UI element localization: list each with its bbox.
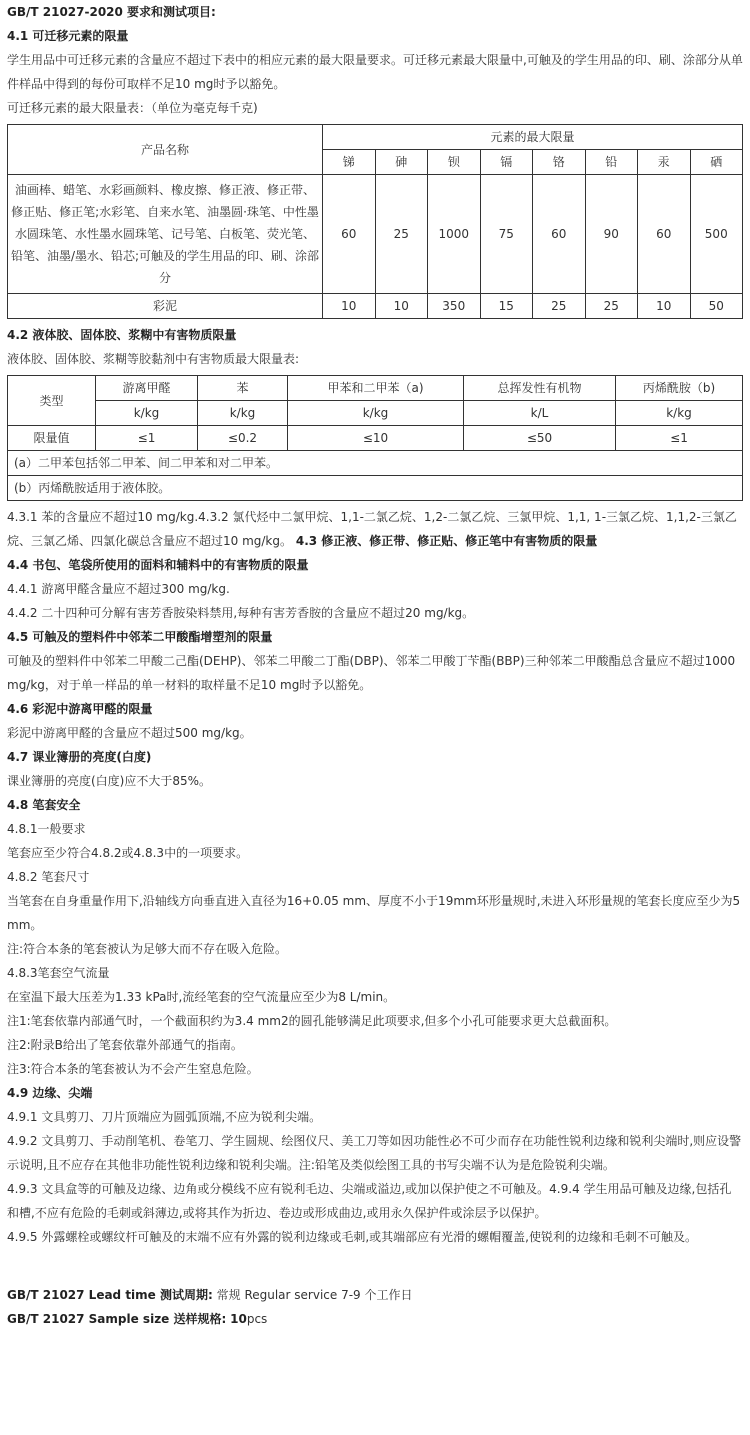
header-unit: k/kg bbox=[616, 401, 743, 426]
value-cell: 75 bbox=[480, 175, 533, 294]
header-unit: k/L bbox=[464, 401, 616, 426]
sample-size-number: 10 bbox=[230, 1312, 247, 1326]
header-substance: 甲苯和二甲苯（a) bbox=[288, 376, 464, 401]
sample-size-unit: pcs bbox=[246, 1312, 268, 1326]
value-cell: 25 bbox=[375, 175, 428, 294]
value-cell: 500 bbox=[690, 175, 743, 294]
header-substance: 丙烯酰胺（b) bbox=[616, 376, 743, 401]
value-cell: 25 bbox=[585, 294, 638, 319]
product-cell: 油画棒、蜡笔、水彩画颜料、橡皮擦、修正液、修正带、修正贴、修正笔;水彩笔、自来水笔、油墨圆·珠笔、中性墨水圆珠笔、水性墨水圆珠笔、记号笔、白板笔、荧光笔、铅笔、油墨/墨水、铅芯;可触及的学生用品的印、刷、涂部分 bbox=[8, 175, 323, 294]
section-4-9-heading: 4.9 边缘、尖端 bbox=[7, 1086, 93, 1100]
header-element: 镉 bbox=[480, 150, 533, 175]
lead-time-line bbox=[7, 1283, 743, 1307]
adhesive-table-caption: 液体胶、固体胶、浆糊等胶黏剂中有害物质最大限量表: bbox=[7, 352, 300, 366]
section-4-8-line: 笔套应至少符合4.8.2或4.8.3中的一项要求。 bbox=[7, 846, 249, 860]
migratable-elements-table bbox=[7, 124, 743, 319]
section-4-9-line: 4.9.1 文具剪刀、刀片顶端应为圆弧顶端,不应为锐利尖端。 bbox=[7, 1110, 322, 1124]
section-4-8-line: 注2:附录B给出了笔套依靠外部通气的指南。 bbox=[7, 1038, 243, 1052]
section-4-6-heading: 4.6 彩泥中游离甲醛的限量 bbox=[7, 702, 153, 716]
lead-time-value: 常规 Regular service 7-9 个工作日 bbox=[216, 1288, 413, 1302]
header-element: 钡 bbox=[428, 150, 481, 175]
table-row bbox=[8, 426, 743, 451]
section-4-3-heading: 4.3 修正液、修正带、修正贴、修正笔中有害物质的限量 bbox=[295, 534, 598, 548]
value-cell: 350 bbox=[428, 294, 481, 319]
value-cell: 60 bbox=[638, 175, 691, 294]
value-cell: ≤50 bbox=[464, 426, 616, 451]
header-element: 硒 bbox=[690, 150, 743, 175]
adhesive-hazard-table bbox=[7, 375, 743, 501]
table-row bbox=[8, 175, 743, 294]
section-4-5-heading: 4.5 可触及的塑料件中邻苯二甲酸酯增塑剂的限量 bbox=[7, 630, 273, 644]
section-4-8-line: 注3:符合本条的笔套被认为不会产生窒息危险。 bbox=[7, 1062, 259, 1076]
section-4-2-heading: 4.2 液体胶、固体胶、浆糊中有害物质限量 bbox=[7, 328, 237, 342]
sample-size-label: GB/T 21027 Sample size 送样规格: bbox=[7, 1312, 227, 1326]
header-element: 铬 bbox=[533, 150, 586, 175]
value-cell: 25 bbox=[533, 294, 586, 319]
header-element: 铅 bbox=[585, 150, 638, 175]
value-cell: 15 bbox=[480, 294, 533, 319]
section-4-1-heading: 4.1 可迁移元素的限量 bbox=[7, 29, 129, 43]
section-4-4-1: 4.4.1 游离甲醛含量应不超过300 mg/kg. bbox=[7, 582, 230, 596]
value-cell: ≤10 bbox=[288, 426, 464, 451]
section-4-9-line: 4.9.2 文具剪刀、手动削笔机、卷笔刀、学生圆规、绘图仪尺、美工刀等如因功能性必不可少而存在功能性锐利边缘和锐利尖端时,则应设警示说明,且不应存在其他非功能性锐利边缘和锐利尖端。注:铅笔及类似绘图工具的书写尖端不认为是危险锐利尖端。 bbox=[7, 1134, 742, 1172]
section-4-8-line: 注:符合本条的笔套被认为足够大而不存在吸入危险。 bbox=[7, 942, 288, 956]
value-cell: 10 bbox=[323, 294, 376, 319]
section-4-8-line: 4.8.2 笔套尺寸 bbox=[7, 870, 90, 884]
section-4-6-paragraph: 彩泥中游离甲醛的含量应不超过500 mg/kg。 bbox=[7, 726, 252, 740]
section-4-4-heading: 4.4 书包、笔袋所使用的面料和辅料中的有害物质的限量 bbox=[7, 558, 309, 572]
value-cell: 1000 bbox=[428, 175, 481, 294]
header-element-limit: 元素的最大限量 bbox=[323, 125, 743, 150]
section-4-3-paragraph bbox=[7, 505, 743, 553]
value-cell: 10 bbox=[638, 294, 691, 319]
header-product-name: 产品名称 bbox=[8, 125, 323, 175]
migratable-table-caption: 可迁移元素的最大限量表：（单位为毫克每千克) bbox=[7, 101, 258, 115]
header-unit: k/kg bbox=[198, 401, 288, 426]
section-4-7-heading: 4.7 课业簿册的亮度(白度) bbox=[7, 750, 152, 764]
header-element: 汞 bbox=[638, 150, 691, 175]
value-cell: 50 bbox=[690, 294, 743, 319]
header-element: 锑 bbox=[323, 150, 376, 175]
section-4-9-line: 4.9.3 文具盒等的可触及边缘、边角或分模线不应有锐利毛边、尖端或溢边,或加以保护使之不可触及。4.9.4 学生用品可触及边缘,包括孔和槽,不应有危险的毛刺或斜薄边,或将其作为折边、卷边或形成曲边,或用永久保护件或涂层予以保护。 bbox=[7, 1182, 732, 1220]
value-cell: ≤1 bbox=[616, 426, 743, 451]
table-row bbox=[8, 294, 743, 319]
document-title: GB/T 21027-2020 要求和测试项目: bbox=[7, 5, 216, 19]
table-note-b: (b）丙烯酰胺适用于液体胶。 bbox=[8, 476, 743, 501]
header-substance: 游离甲醛 bbox=[96, 376, 198, 401]
value-cell: 60 bbox=[323, 175, 376, 294]
section-4-9-line: 4.9.5 外露螺栓或螺纹杆可触及的末端不应有外露的锐利边缘或毛刺,或其端部应有光滑的螺帽覆盖,使锐利的边缘和毛刺不可触及。 bbox=[7, 1230, 697, 1244]
section-4-3-1-text: 4.3.1 苯的含量应不超过10 mg/kg.4.3.2 氯代烃中二氯甲烷、1,1-二氯乙烷、1,2-二氯乙烷、三氯甲烷、1,1, 1-三氯乙烷、1,1,2-三氯乙烷、三氯乙烯、四氯化碳总含量应不超过10 mg/kg。 bbox=[7, 510, 737, 548]
section-4-8-line: 4.8.1一般要求 bbox=[7, 822, 86, 836]
section-4-8-line: 注1:笔套依靠内部通气时，一个截面积约为3.4 mm2的圆孔能够满足此项要求,但多个小孔可能要求更大总截面积。 bbox=[7, 1014, 617, 1028]
header-substance: 总挥发性有机物 bbox=[464, 376, 616, 401]
header-unit: k/kg bbox=[96, 401, 198, 426]
value-cell: 60 bbox=[533, 175, 586, 294]
value-cell: 10 bbox=[375, 294, 428, 319]
header-substance: 苯 bbox=[198, 376, 288, 401]
value-cell: ≤1 bbox=[96, 426, 198, 451]
header-unit: k/kg bbox=[288, 401, 464, 426]
section-4-4-2: 4.4.2 二十四种可分解有害芳香胺染料禁用,每种有害芳香胺的含量应不超过20 mg/kg。 bbox=[7, 606, 475, 620]
lead-time-label: GB/T 21027 Lead time 测试周期: bbox=[7, 1288, 213, 1302]
sample-size-line bbox=[7, 1307, 743, 1331]
section-4-5-paragraph: 可触及的塑料件中邻苯二甲酸二己酯(DEHP)、邻苯二甲酸二丁酯(DBP)、邻苯二甲酸丁苄酯(BBP)三种邻苯二甲酸酯总含量应不超过1000 mg/kg，对于单一样品的单一材料的取样量不足10 mg时予以豁免。 bbox=[7, 654, 736, 692]
value-cell: 90 bbox=[585, 175, 638, 294]
section-4-8-line: 当笔套在自身重量作用下,沿轴线方向垂直进入直径为16+0.05 mm、厚度不小于19mm环形量规时,未进入环形量规的笔套长度应至少为5 mm。 bbox=[7, 894, 741, 932]
row-label: 限量值 bbox=[8, 426, 96, 451]
table-note-a: (a）二甲苯包括邻二甲苯、间二甲苯和对二甲苯。 bbox=[8, 451, 743, 476]
header-element: 砷 bbox=[375, 150, 428, 175]
section-4-8-heading: 4.8 笔套安全 bbox=[7, 798, 81, 812]
value-cell: ≤0.2 bbox=[198, 426, 288, 451]
product-cell: 彩泥 bbox=[8, 294, 323, 319]
section-4-7-paragraph: 课业簿册的亮度(白度)应不大于85%。 bbox=[7, 774, 212, 788]
section-4-8-line: 在室温下最大压差为1.33 kPa时,流经笔套的空气流量应至少为8 L/min。 bbox=[7, 990, 396, 1004]
section-4-1-paragraph: 学生用品中可迁移元素的含量应不超过下表中的相应元素的最大限量要求。可迁移元素最大限量中,可触及的学生用品的印、刷、涂部分从单件样品中得到的每份可取样不足10 mg时予以豁免。 bbox=[7, 53, 743, 91]
header-type: 类型 bbox=[8, 376, 96, 426]
section-4-8-line: 4.8.3笔套空气流量 bbox=[7, 966, 110, 980]
